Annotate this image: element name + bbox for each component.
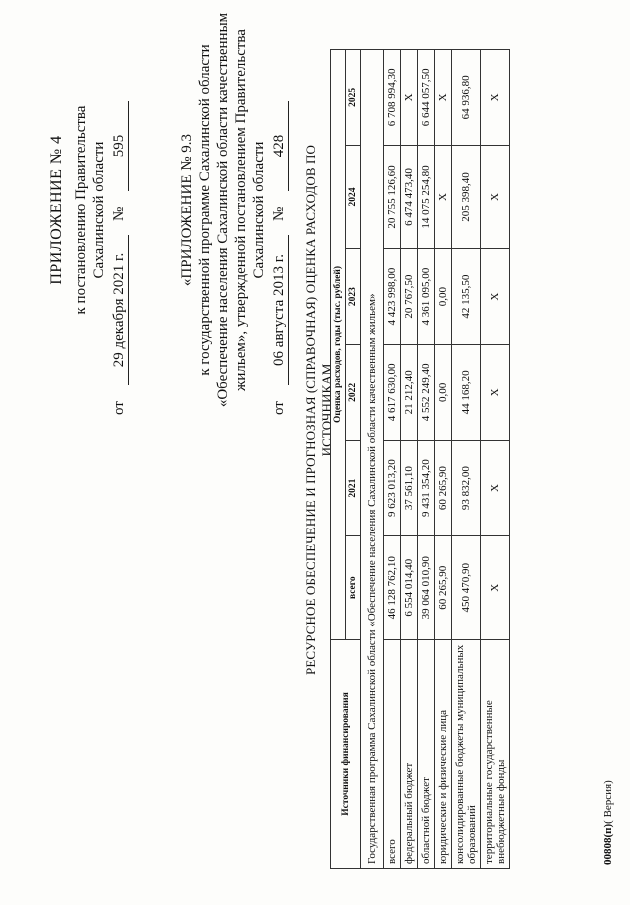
- row-source: консолидированные бюджеты муниципальных образований: [452, 640, 481, 869]
- cell-total: 60 265,90: [435, 536, 452, 640]
- cell-total: 46 128 762,10: [384, 536, 401, 640]
- cell-2022: 4 552 249,40: [418, 345, 435, 441]
- cell-2023: 4 361 095,00: [418, 249, 435, 345]
- row-source: всего: [384, 640, 401, 869]
- table-row: [384, 50, 401, 869]
- previous-appendix-header: [178, 5, 289, 415]
- row-source: федеральный бюджет: [401, 640, 418, 869]
- cell-2024: 6 474 473,40: [401, 145, 418, 249]
- row-source: юридические и физические лица: [435, 640, 452, 869]
- cell-total: 450 470,90: [452, 536, 481, 640]
- header-row: [331, 50, 346, 869]
- cell-total: 39 064 010,90: [418, 536, 435, 640]
- appendix-date-row: [110, 5, 129, 415]
- col-2025: 2025: [346, 50, 361, 146]
- cell-2022: 44 168,20: [452, 345, 481, 441]
- col-2022: 2022: [346, 345, 361, 441]
- previous-appendix-body: к государственной программе Сахалинской области «Обеспечение населения Сахалинской области качественным жильем», утвержденной постановлением Правительства Сахалинской области: [197, 12, 267, 408]
- cell-2021: 37 561,10: [401, 440, 418, 536]
- table-row: [418, 50, 435, 869]
- cell-2025: 6 644 057,50: [418, 50, 435, 146]
- cell-2021: 9 431 354,20: [418, 440, 435, 536]
- cell-2022: 4 617 630,00: [384, 345, 401, 441]
- cell-2023: 0,00: [435, 249, 452, 345]
- table-title: РЕСУРСНОЕ ОБЕСПЕЧЕНИЕ И ПРОГНОЗНАЯ (СПРАВОЧНАЯ) ОЦЕНКА РАСХОДОВ ПО ИСТОЧНИКАМ: [303, 145, 334, 675]
- cell-2021: 60 265,90: [435, 440, 452, 536]
- header-group: Оценка расходов, годы (тыс. рублей): [331, 50, 346, 640]
- cell-2024: 14 075 254,80: [418, 145, 435, 249]
- document-code: 00808(п): [602, 823, 614, 865]
- cell-2025: Х: [401, 50, 418, 146]
- cell-2022: Х: [481, 345, 510, 441]
- cell-2025: Х: [481, 50, 510, 146]
- cell-2024: 20 755 126,60: [384, 145, 401, 249]
- previous-appendix-date: 06 августа 2013 г.: [270, 235, 289, 385]
- table-row: [452, 50, 481, 869]
- appendix-date: 29 декабря 2021 г.: [110, 235, 129, 385]
- previous-appendix-date-row: [270, 5, 289, 415]
- funding-table: [330, 49, 510, 869]
- cell-2024: Х: [435, 145, 452, 249]
- col-2021: 2021: [346, 440, 361, 536]
- cell-2021: Х: [481, 440, 510, 536]
- cell-2021: 93 832,00: [452, 440, 481, 536]
- appendix-number: 595: [110, 101, 129, 191]
- date-label: от: [111, 401, 127, 415]
- date-label: от: [271, 401, 287, 415]
- table-row: [401, 50, 418, 869]
- previous-appendix-number: 428: [270, 101, 289, 191]
- table-row: [435, 50, 452, 869]
- cell-2023: 20 767,50: [401, 249, 418, 345]
- header-source: Источники финансирования: [331, 640, 361, 869]
- cell-2022: 0,00: [435, 345, 452, 441]
- row-source: территориальные государственные внебюджетные фонды: [481, 640, 510, 869]
- cell-2023: 4 423 998,00: [384, 249, 401, 345]
- cell-2024: 205 398,40: [452, 145, 481, 249]
- number-label: №: [271, 206, 287, 221]
- cell-2025: 6 708 994,30: [384, 50, 401, 146]
- cell-2021: 9 623 013,20: [384, 440, 401, 536]
- appendix-title: ПРИЛОЖЕНИЕ № 4: [48, 135, 65, 285]
- cell-2023: 42 135,50: [452, 249, 481, 345]
- cell-2024: Х: [481, 145, 510, 249]
- table-row: [481, 50, 510, 869]
- appendix-line2: Сахалинской области: [91, 141, 107, 279]
- cell-total: Х: [481, 536, 510, 640]
- cell-2025: 64 936,80: [452, 50, 481, 146]
- row-source: областной бюджет: [418, 640, 435, 869]
- section-title: Государственная программа Сахалинской области «Обеспечение населения Сахалинской области качественным жильем»: [361, 50, 384, 869]
- cell-2023: Х: [481, 249, 510, 345]
- cell-2022: 21 212,40: [401, 345, 418, 441]
- previous-appendix-title: «ПРИЛОЖЕНИЕ № 9.3: [179, 133, 195, 287]
- number-label: №: [111, 206, 127, 221]
- footer: [602, 780, 614, 865]
- col-total: всего: [346, 536, 361, 640]
- cell-2025: Х: [435, 50, 452, 146]
- section-row: [361, 50, 384, 869]
- cell-total: 6 554 014,40: [401, 536, 418, 640]
- col-2023: 2023: [346, 249, 361, 345]
- appendix-line1: к постановлению Правительства: [73, 105, 89, 315]
- document-version: ( Версия): [602, 780, 614, 824]
- appendix-header: [48, 5, 129, 415]
- col-2024: 2024: [346, 145, 361, 249]
